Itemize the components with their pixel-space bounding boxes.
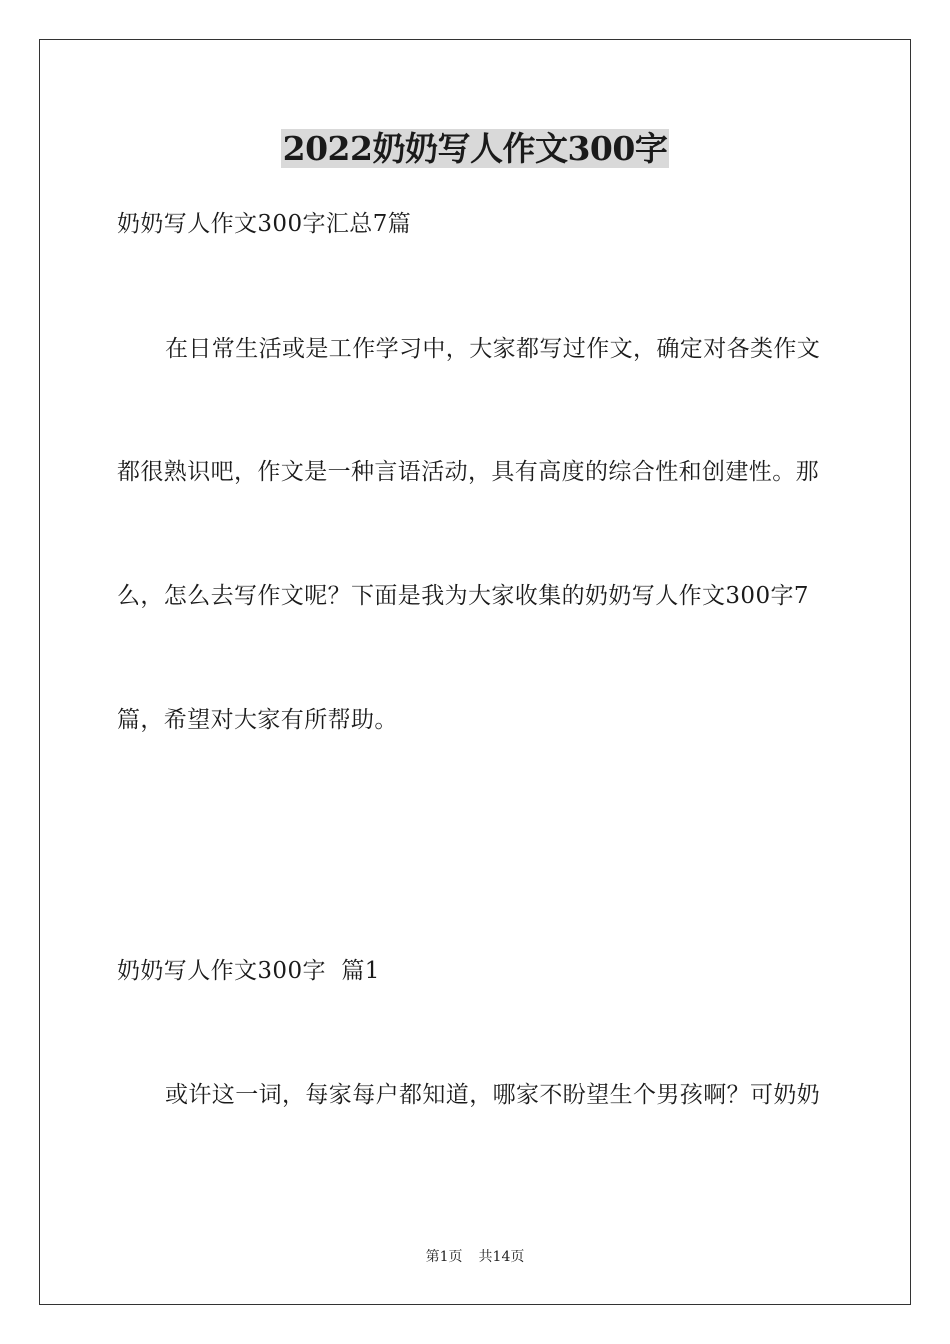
document-title [0, 126, 950, 172]
paragraph-line: 么，怎么去写作文呢？下面是我为大家收集的奶奶写人作文300字7 [117, 583, 809, 609]
page-number: 第1页 [425, 1249, 463, 1265]
section-heading: 奶奶写人作文300字 篇1 [117, 958, 380, 984]
paragraph-line: 或许这一词，每家每户都知道，哪家不盼望生个男孩啊？可奶奶 [165, 1082, 821, 1108]
total-pages: 共14页 [478, 1249, 525, 1265]
paragraph-line: 篇，希望对大家有所帮助。 [117, 707, 398, 733]
page-footer [0, 1247, 950, 1267]
paragraph-line: 在日常生活或是工作学习中，大家都写过作文，确定对各类作文 [165, 336, 821, 362]
document-subtitle: 奶奶写人作文300字汇总7篇 [117, 211, 412, 237]
document-title-text: 2022奶奶写人作文300字 [282, 129, 668, 168]
paragraph-line: 都很熟识吧，作文是一种言语活动，具有高度的综合性和创建性。那 [117, 459, 819, 485]
